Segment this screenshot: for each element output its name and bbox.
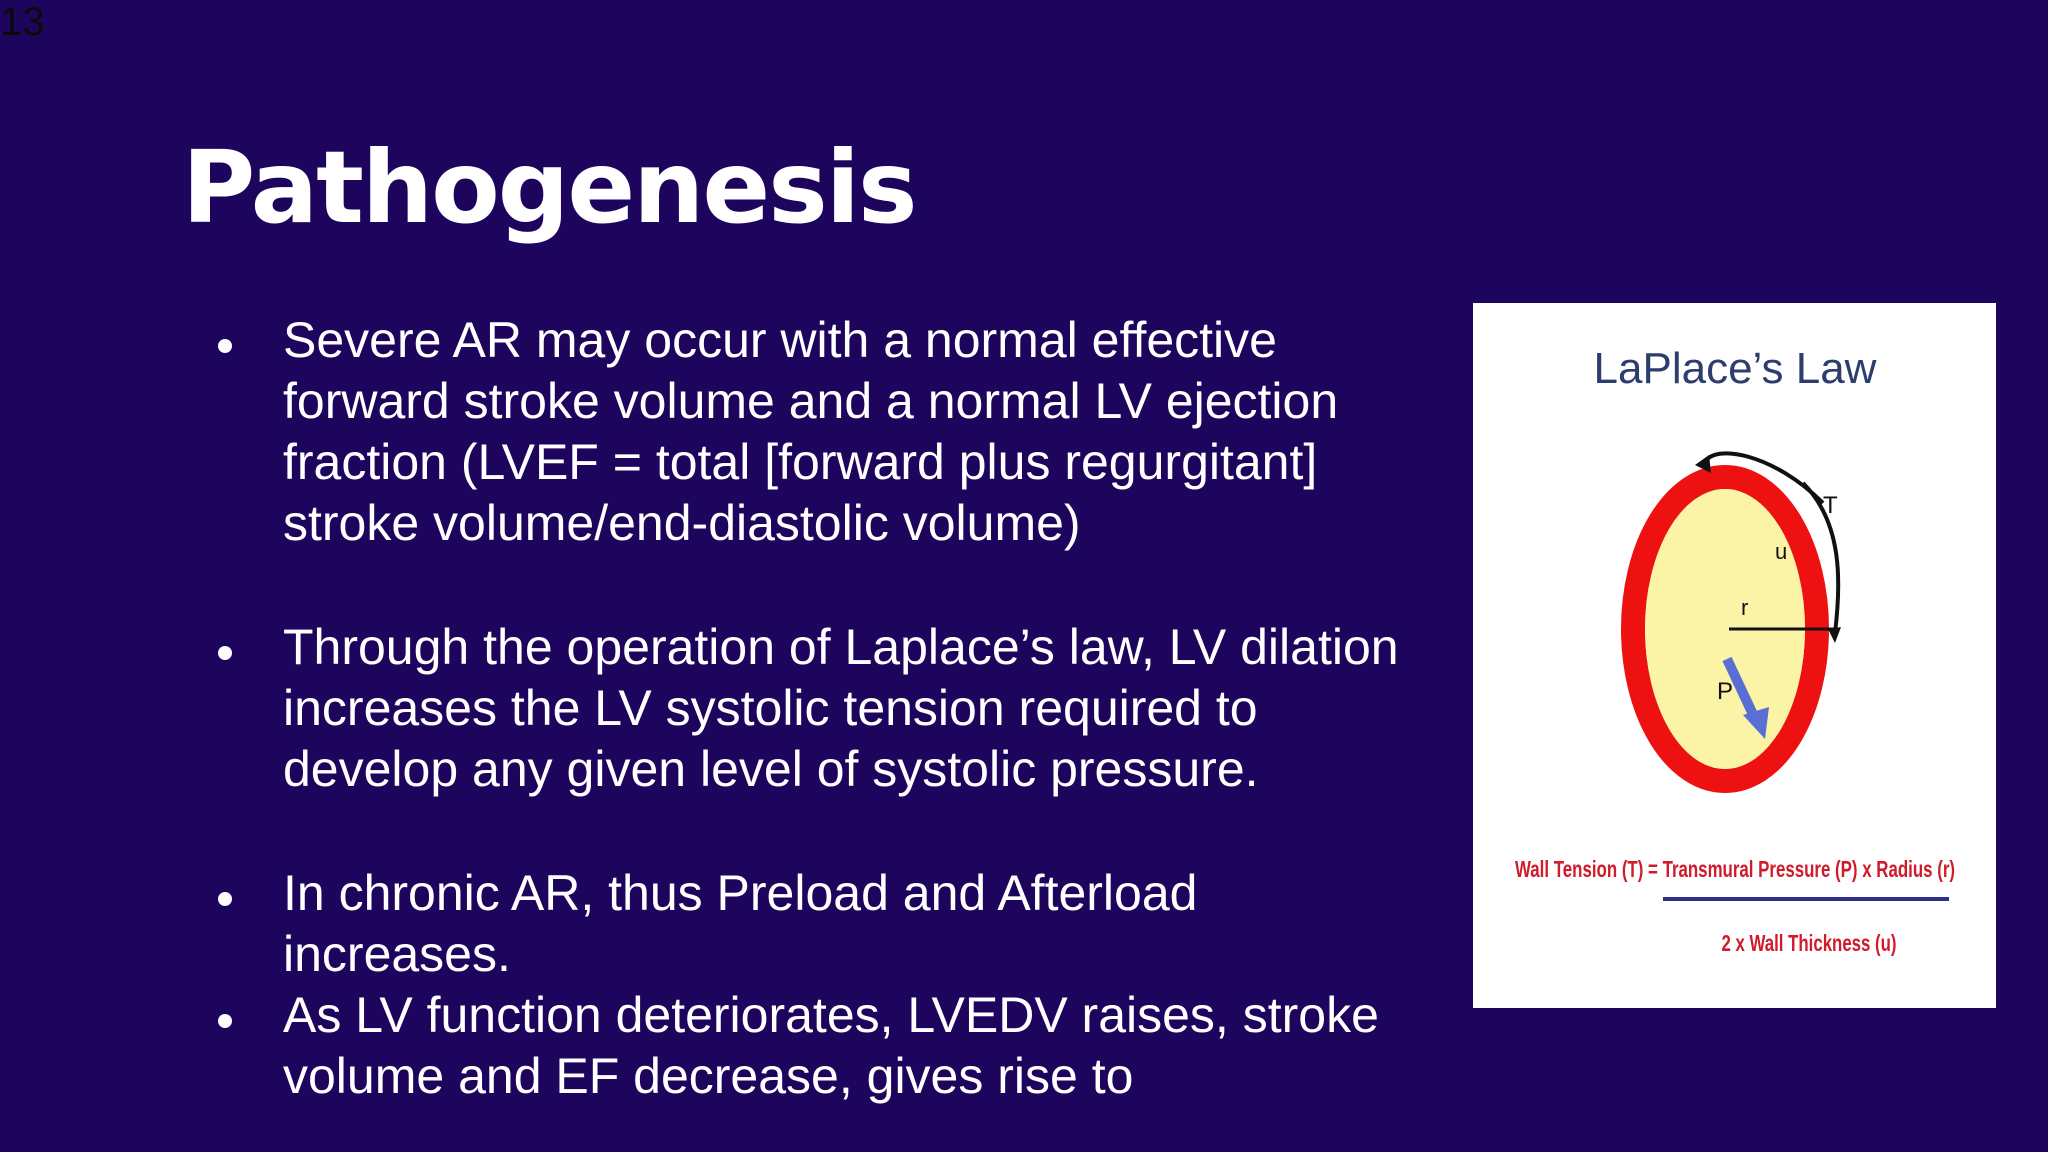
- pressure-label: P: [1717, 678, 1734, 705]
- bullet-text: Through the operation of Laplace’s law, LV dilation increases the LV systolic tension required to develop any given level of systolic pressure.: [283, 619, 1399, 797]
- bullet-list: [208, 310, 1408, 1107]
- bullet-dot: [218, 1014, 232, 1028]
- bullet-text: In chronic AR, thus Preload and Afterload increases.: [283, 865, 1198, 982]
- bullet-text: Severe AR may occur with a normal effective forward stroke volume and a normal LV ejection fraction (LVEF = total [forward plus regurgitant] stroke volume/end-diastolic volume): [283, 312, 1339, 551]
- bullet-item: [208, 863, 1408, 985]
- bullet-item: [208, 617, 1408, 800]
- radius-label: r: [1741, 595, 1749, 620]
- bullet-dot: [218, 646, 232, 660]
- bullet-item: [208, 985, 1408, 1107]
- laplace-diagram: [1473, 303, 1996, 1008]
- bullet-item: [208, 310, 1408, 554]
- formula-numerator: Wall Tension (T) = Transmural Pressure (P) x Radius (r): [1515, 856, 1955, 882]
- slide-title: Pathogenesis: [182, 129, 916, 246]
- bullet-dot: [218, 892, 232, 906]
- bullet-dot: [218, 339, 232, 353]
- slide-number: 13: [0, 0, 45, 44]
- bullet-text: As LV function deteriorates, LVEDV raises, stroke volume and EF decrease, gives rise to: [283, 987, 1379, 1104]
- formula-denominator: 2 x Wall Thickness (u): [1721, 930, 1897, 956]
- figure-title: LaPlace’s Law: [1593, 344, 1877, 393]
- wall-thickness-label: u: [1775, 539, 1788, 564]
- laplace-law-figure: [1473, 303, 1996, 1008]
- tension-label: T: [1823, 492, 1838, 519]
